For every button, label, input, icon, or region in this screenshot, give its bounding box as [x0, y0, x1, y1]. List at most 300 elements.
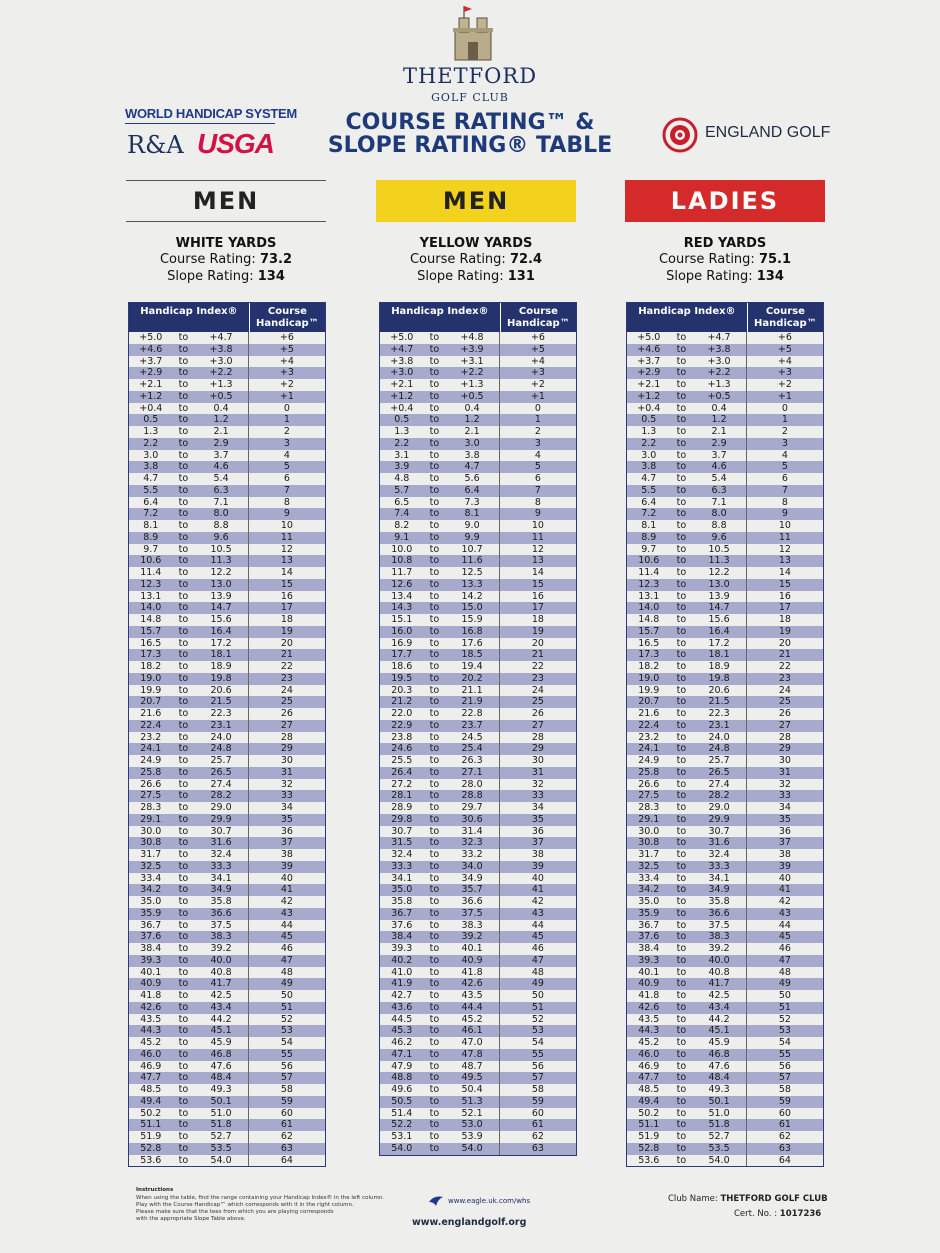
course-handicap-value: 53: [531, 1025, 544, 1037]
range-separator: to: [676, 1131, 687, 1142]
handicap-index-to: 48.4: [194, 1072, 248, 1084]
course-handicap-value: 46: [531, 943, 544, 954]
handicap-index-from: 23.2: [140, 731, 162, 743]
handicap-index-to: 45.9: [692, 1037, 746, 1049]
handicap-index-from: 30.0: [638, 825, 660, 837]
course-handicap-value: 56: [531, 1060, 544, 1072]
england-golf-url-link[interactable]: www.englandgolf.org: [412, 1217, 527, 1228]
handicap-index-from: +4.6: [637, 343, 661, 355]
course-handicap-value: 6: [283, 473, 290, 484]
course-handicap-value: 56: [778, 1060, 791, 1072]
table-row: [129, 826, 325, 838]
range-separator: to: [676, 672, 687, 684]
table-row: [380, 497, 576, 509]
handicap-index-to: 18.5: [445, 649, 499, 661]
handicap-index-from: +2.1: [637, 379, 661, 390]
handicap-index-from: 3.8: [143, 461, 159, 473]
range-separator: to: [429, 766, 440, 778]
handicap-index-from: 30.8: [140, 837, 162, 849]
table-row: [129, 920, 325, 932]
course-handicap-value: 36: [280, 825, 293, 837]
handicap-index-from: 41.9: [391, 978, 413, 990]
course-handicap-value: 62: [280, 1131, 293, 1142]
handicap-index-from: 30.7: [391, 825, 413, 837]
course-handicap-value: 58: [280, 1084, 293, 1095]
range-separator: to: [429, 849, 440, 860]
table-row: [129, 696, 325, 708]
handicap-index-to: 42.5: [194, 990, 248, 1002]
handicap-index-from: 13.4: [391, 590, 413, 602]
handicap-index-from: 10.0: [391, 543, 413, 555]
table-row: [129, 602, 325, 614]
course-handicap-value: 44: [778, 919, 791, 931]
handicap-index-to: 21.5: [194, 696, 248, 708]
handicap-index-to: 3.8: [445, 450, 499, 462]
handicap-index-to: 26.5: [194, 767, 248, 779]
table-row: [380, 591, 576, 603]
handicap-table-red: [626, 302, 824, 1167]
handicap-index-to: +4.7: [692, 332, 746, 344]
table-row: [380, 1131, 576, 1143]
handicap-index-to: 47.8: [445, 1049, 499, 1061]
handicap-index-from: 26.4: [391, 766, 413, 778]
handicap-index-to: 53.5: [692, 1143, 746, 1155]
handicap-index-to: 12.2: [692, 567, 746, 579]
table-row: [129, 1084, 325, 1096]
course-handicap-value: 48: [531, 966, 544, 978]
range-separator: to: [676, 778, 687, 790]
table-row: [627, 661, 823, 673]
handicap-index-from: 8.1: [143, 520, 159, 531]
range-separator: to: [429, 931, 440, 943]
table-row: [627, 367, 823, 379]
table-row: [129, 720, 325, 732]
course-handicap-value: +3: [530, 367, 545, 379]
course-handicap-value: 36: [778, 825, 791, 837]
handicap-index-from: 42.6: [140, 1001, 162, 1013]
range-separator: to: [676, 567, 687, 578]
course-handicap-value: 1: [534, 414, 541, 426]
handicap-index-to: 18.1: [692, 649, 746, 661]
course-handicap-value: 17: [531, 602, 544, 614]
handicap-index-to: +1.3: [692, 379, 746, 391]
handicap-index-to: 44.2: [692, 1014, 746, 1026]
range-separator: to: [178, 1119, 189, 1131]
instructions-line: Please make sure that the tees from which you are playing corresponds: [136, 1209, 334, 1215]
handicap-index-from: 44.3: [638, 1025, 660, 1037]
course-handicap-value: 22: [778, 661, 791, 672]
handicap-index-from: 4.7: [143, 473, 159, 484]
table-row: [380, 438, 576, 450]
handicap-index-to: 25.4: [445, 743, 499, 755]
handicap-index-from: 1.3: [394, 426, 410, 437]
handicap-index-from: 27.5: [638, 790, 660, 802]
course-handicap-value: 49: [280, 978, 293, 990]
range-separator: to: [178, 766, 189, 778]
course-handicap-value: 23: [280, 672, 293, 684]
table-row: [627, 967, 823, 979]
handicap-index-from: 29.1: [140, 813, 162, 825]
handicap-index-from: +2.9: [637, 367, 661, 379]
handicap-index-to: 23.1: [194, 720, 248, 732]
handicap-index-from: 33.3: [391, 860, 413, 872]
handicap-index-from: 50.2: [140, 1107, 162, 1119]
handicap-index-to: 34.1: [692, 873, 746, 885]
handicap-index-from: 24.1: [638, 743, 660, 755]
handicap-index-from: 49.4: [638, 1095, 660, 1107]
handicap-index-from: 40.9: [140, 978, 162, 990]
range-separator: to: [676, 614, 687, 625]
handicap-index-from: 1.3: [143, 426, 159, 437]
course-handicap-value: 55: [778, 1048, 791, 1060]
range-separator: to: [178, 954, 189, 966]
table-row: [129, 403, 325, 415]
table-row: [380, 461, 576, 473]
whs-divider: [125, 123, 275, 124]
handicap-index-to: 1.2: [692, 414, 746, 426]
handicap-index-from: 9.7: [143, 543, 159, 555]
table-row: [627, 1002, 823, 1014]
range-separator: to: [676, 896, 687, 907]
course-handicap-value: 60: [778, 1107, 791, 1119]
course-handicap-value: 45: [280, 931, 293, 943]
course-handicap-value: 60: [280, 1107, 293, 1119]
course-handicap-value: 38: [778, 849, 791, 860]
course-handicap-value: 63: [531, 1142, 544, 1154]
handicap-index-to: 29.0: [692, 802, 746, 814]
range-separator: to: [676, 943, 687, 954]
handicap-index-from: +3.7: [637, 355, 661, 367]
header-course-handicap: Course Handicap™: [507, 306, 570, 329]
handicap-index-to: 49.5: [445, 1072, 499, 1084]
handicap-index-to: 20.2: [445, 673, 499, 685]
course-handicap-value: 48: [778, 966, 791, 978]
handicap-index-to: 15.0: [445, 602, 499, 614]
range-separator: to: [429, 1072, 440, 1084]
table-row: [129, 673, 325, 685]
handicap-index-to: +1.3: [445, 379, 499, 391]
course-handicap-value: 9: [781, 508, 788, 520]
range-separator: to: [429, 813, 440, 825]
handicap-index-to: 40.0: [692, 955, 746, 967]
handicap-index-to: 42.6: [445, 978, 499, 990]
handicap-index-to: 6.3: [692, 485, 746, 497]
handicap-index-from: 14.0: [638, 602, 660, 614]
table-row: [129, 732, 325, 744]
handicap-index-from: 46.2: [391, 1037, 413, 1048]
handicap-index-from: 28.1: [391, 790, 413, 802]
handicap-index-from: 44.5: [391, 1013, 413, 1025]
table-row: [380, 967, 576, 979]
handicap-index-from: +0.4: [390, 402, 414, 414]
handicap-index-from: 0.5: [143, 414, 159, 426]
handicap-index-to: 24.8: [692, 743, 746, 755]
handicap-index-to: 46.8: [194, 1049, 248, 1061]
table-row: [627, 626, 823, 638]
handicap-index-from: 20.7: [638, 696, 660, 708]
range-separator: to: [178, 614, 189, 625]
course-handicap-value: 27: [531, 719, 544, 731]
handicap-index-to: 47.6: [194, 1061, 248, 1073]
course-handicap-value: +6: [777, 332, 792, 343]
range-separator: to: [429, 1048, 440, 1060]
table-row: [380, 708, 576, 720]
range-separator: to: [676, 625, 687, 637]
course-handicap-value: 28: [778, 731, 791, 743]
course-handicap-value: 51: [280, 1001, 293, 1013]
handicap-index-to: 5.4: [194, 473, 248, 485]
range-separator: to: [429, 1060, 440, 1072]
course-handicap-value: 14: [280, 567, 293, 578]
course-handicap-value: 16: [531, 590, 544, 602]
course-handicap-value: 47: [778, 954, 791, 966]
table-row: [627, 1143, 823, 1155]
handicap-index-to: 32.4: [692, 849, 746, 861]
table-row: [129, 520, 325, 532]
table-header: [129, 303, 325, 332]
handicap-index-from: 22.9: [391, 719, 413, 731]
course-handicap-value: 57: [280, 1072, 293, 1084]
table-row: [380, 1061, 576, 1073]
range-separator: to: [429, 978, 440, 990]
handicap-index-from: 43.5: [638, 1013, 660, 1025]
range-separator: to: [676, 837, 687, 849]
handicap-index-to: 22.3: [692, 708, 746, 720]
range-separator: to: [676, 332, 687, 343]
handicap-index-to: 27.1: [445, 767, 499, 779]
table-row: [380, 943, 576, 955]
handicap-index-to: 19.8: [692, 673, 746, 685]
range-separator: to: [676, 1048, 687, 1060]
handicap-index-to: 21.1: [445, 685, 499, 697]
handicap-index-from: 19.9: [638, 684, 660, 696]
range-separator: to: [178, 567, 189, 578]
handicap-index-to: 49.3: [692, 1084, 746, 1096]
range-separator: to: [178, 555, 189, 567]
handicap-index-to: 47.6: [692, 1061, 746, 1073]
table-row: [129, 955, 325, 967]
table-row: [380, 884, 576, 896]
table-row: [627, 696, 823, 708]
range-separator: to: [429, 896, 440, 907]
range-separator: to: [429, 684, 440, 696]
eagle-url-link[interactable]: www.eagle.uk.com/whs: [448, 1197, 531, 1205]
table-row: [129, 837, 325, 849]
handicap-index-from: 21.6: [638, 708, 660, 719]
handicap-index-to: 13.9: [194, 591, 248, 603]
castle-crest-icon: [449, 4, 497, 62]
table-row: [627, 708, 823, 720]
club-name-footer: Club Name: THETFORD GOLF CLUB: [668, 1194, 828, 1204]
column-men-yellow: [376, 180, 576, 285]
course-handicap-value: 25: [778, 696, 791, 708]
handicap-index-to: 26.3: [445, 755, 499, 767]
range-separator: to: [676, 1142, 687, 1154]
handicap-index-to: +4.8: [445, 332, 499, 344]
handicap-index-from: 18.2: [140, 661, 162, 672]
range-separator: to: [676, 696, 687, 708]
handicap-index-from: 35.0: [140, 896, 162, 907]
handicap-index-to: 28.0: [445, 779, 499, 791]
handicap-index-to: 46.1: [445, 1025, 499, 1037]
table-row: [380, 426, 576, 438]
range-separator: to: [429, 1025, 440, 1037]
handicap-index-from: 11.7: [391, 567, 413, 578]
range-separator: to: [178, 896, 189, 907]
handicap-index-to: 9.9: [445, 532, 499, 544]
range-separator: to: [429, 602, 440, 614]
handicap-index-from: 39.3: [391, 943, 413, 954]
table-row: [129, 790, 325, 802]
handicap-index-to: 42.5: [692, 990, 746, 1002]
table-row: [627, 896, 823, 908]
table-row: [627, 943, 823, 955]
range-separator: to: [178, 590, 189, 602]
instructions-line: When using the table, find the range containing your Handicap Index® in the left column.: [136, 1195, 385, 1201]
course-handicap-value: 47: [531, 954, 544, 966]
course-handicap-value: 15: [531, 578, 544, 590]
handicap-index-to: 40.8: [692, 967, 746, 979]
table-row: [627, 602, 823, 614]
table-row: [129, 638, 325, 650]
range-separator: to: [676, 719, 687, 731]
range-separator: to: [178, 367, 189, 379]
course-handicap-value: 20: [778, 637, 791, 649]
range-separator: to: [178, 473, 189, 484]
handicap-index-from: 46.9: [140, 1060, 162, 1072]
handicap-index-from: 19.9: [140, 684, 162, 696]
range-separator: to: [178, 872, 189, 884]
handicap-index-to: 36.6: [692, 908, 746, 920]
course-handicap-value: 15: [778, 578, 791, 590]
handicap-index-to: 8.1: [445, 508, 499, 520]
range-separator: to: [676, 426, 687, 437]
course-handicap-value: 10: [531, 520, 544, 531]
handicap-index-from: 47.1: [391, 1048, 413, 1060]
range-separator: to: [676, 849, 687, 860]
table-row: [380, 520, 576, 532]
handicap-index-to: 35.7: [445, 884, 499, 896]
course-handicap-value: 57: [778, 1072, 791, 1084]
handicap-index-from: 15.7: [638, 625, 660, 637]
handicap-index-to: +0.5: [445, 391, 499, 403]
course-handicap-value: 12: [280, 543, 293, 555]
table-row: [129, 614, 325, 626]
handicap-index-to: 27.4: [692, 779, 746, 791]
range-separator: to: [178, 484, 189, 496]
handicap-index-from: 45.2: [638, 1037, 660, 1048]
table-row: [129, 1014, 325, 1026]
handicap-index-to: 46.8: [692, 1049, 746, 1061]
course-handicap-value: 8: [534, 496, 541, 508]
range-separator: to: [178, 696, 189, 708]
table-row: [380, 1002, 576, 1014]
range-separator: to: [676, 825, 687, 837]
handicap-index-from: 23.2: [638, 731, 660, 743]
range-separator: to: [676, 484, 687, 496]
page-title-line-1: COURSE RATING™ &: [345, 110, 595, 135]
range-separator: to: [429, 379, 440, 390]
handicap-index-from: 45.3: [391, 1025, 413, 1037]
handicap-index-from: 32.4: [391, 849, 413, 860]
handicap-index-from: 10.6: [140, 555, 162, 567]
handicap-index-from: 40.1: [638, 966, 660, 978]
course-handicap-value: 27: [778, 719, 791, 731]
range-separator: to: [429, 954, 440, 966]
handicap-index-to: 45.1: [194, 1025, 248, 1037]
range-separator: to: [429, 414, 440, 426]
table-row: [380, 473, 576, 485]
table-row: [380, 755, 576, 767]
handicap-index-to: 6.4: [445, 485, 499, 497]
table-row: [129, 1072, 325, 1084]
course-handicap-value: 10: [778, 520, 791, 531]
course-handicap-value: 7: [781, 484, 788, 496]
handicap-index-to: +3.9: [445, 344, 499, 356]
course-handicap-value: 12: [531, 543, 544, 555]
range-separator: to: [676, 414, 687, 426]
handicap-index-from: 35.8: [391, 896, 413, 907]
handicap-index-from: 33.4: [140, 872, 162, 884]
course-handicap-value: 59: [778, 1095, 791, 1107]
handicap-index-to: 37.5: [194, 920, 248, 932]
course-handicap-value: 51: [778, 1001, 791, 1013]
table-row: [627, 461, 823, 473]
table-row: [380, 861, 576, 873]
course-handicap-value: 7: [534, 484, 541, 496]
table-row: [627, 450, 823, 462]
course-handicap-value: 11: [778, 531, 791, 543]
handicap-index-from: 7.4: [394, 508, 410, 520]
handicap-index-from: 30.8: [638, 837, 660, 849]
range-separator: to: [178, 672, 189, 684]
range-separator: to: [676, 402, 687, 414]
handicap-index-from: 17.3: [638, 649, 660, 661]
table-row: [627, 908, 823, 920]
range-separator: to: [429, 520, 440, 531]
table-header: [380, 303, 576, 332]
handicap-index-from: 50.2: [638, 1107, 660, 1119]
course-handicap-value: 55: [280, 1048, 293, 1060]
table-row: [380, 485, 576, 497]
handicap-index-to: 1.2: [194, 414, 248, 426]
course-handicap-value: 44: [531, 919, 544, 931]
course-handicap-value: 61: [280, 1119, 293, 1131]
course-rating: Course Rating: 73.2: [159, 252, 293, 267]
handicap-index-from: 8.2: [394, 520, 410, 531]
handicap-index-from: +0.4: [637, 402, 661, 414]
table-row: [380, 626, 576, 638]
instructions-line: with the appropriate Slope Table above.: [136, 1216, 246, 1222]
range-separator: to: [178, 390, 189, 402]
course-handicap-value: 50: [280, 990, 293, 1001]
course-handicap-value: 49: [778, 978, 791, 990]
handicap-index-to: 3.7: [194, 450, 248, 462]
handicap-index-from: 36.7: [391, 907, 413, 919]
table-row: [129, 591, 325, 603]
table-row: [129, 931, 325, 943]
instructions-title: Instructions: [136, 1187, 174, 1193]
handicap-index-to: 32.4: [194, 849, 248, 861]
course-handicap-value: +1: [530, 390, 545, 402]
handicap-index-from: 27.5: [140, 790, 162, 802]
handicap-index-to: 40.1: [445, 943, 499, 955]
handicap-index-from: 50.5: [391, 1095, 413, 1107]
handicap-index-to: 6.3: [194, 485, 248, 497]
table-row: [129, 1049, 325, 1061]
table-row: [380, 896, 576, 908]
handicap-index-from: 34.1: [391, 872, 413, 884]
